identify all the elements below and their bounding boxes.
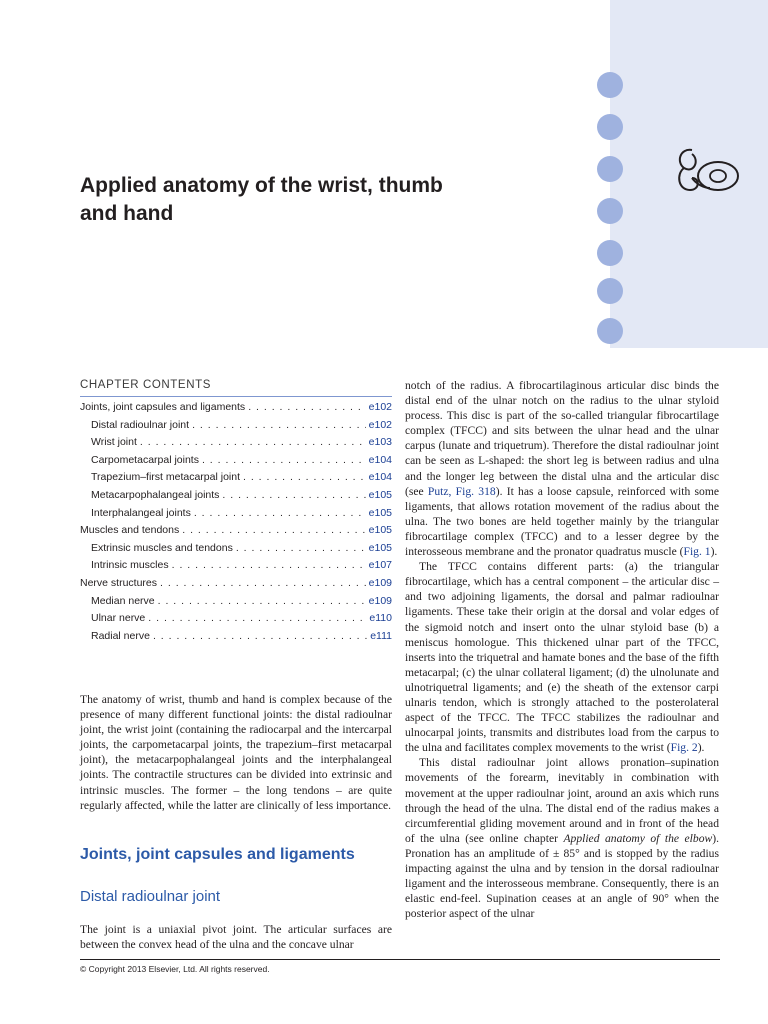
text-run-italic: Applied anatomy of the elbow [563, 831, 713, 845]
text-run: This distal radioulnar joint allows pronation–supination movements of the forearm, inevitably in combination with movement at the upper radioulnar joint, around an axis which runs through the head of the ulna. The distal end of the radius makes a circumferential gliding movement around and in front of the head of the ulna (see online chapter [405, 756, 719, 845]
toc-page-number: e109 [368, 594, 392, 607]
intro-paragraph: The anatomy of wrist, thumb and hand is complex because of the presence of many different functional joints: the distal radioulnar joint, the wrist joint (containing the radiocarpal and the intercarpal joints, the carpometacarpal joints, the trapezium–first metacarpal joint), the metacarpophalangeal joints and the interphalangeal joints. The contractile structures can be divided into extrinsic and intrinsic muscles. The former – the long tendons – are quite regularly affected, while the latter are clinically of less importance. [80, 693, 392, 812]
body-paragraph [405, 378, 719, 559]
toc-subsection-entry[interactable] [80, 505, 392, 523]
toc-dot-leader [192, 417, 366, 435]
body-paragraph [405, 755, 719, 921]
section-heading: Joints, joint capsules and ligaments [80, 846, 355, 863]
toc-section-entry[interactable] [80, 575, 392, 593]
toc-dot-leader [140, 434, 366, 452]
text-run: ). [710, 545, 718, 559]
chapter-title-line1: Applied anatomy of the wrist, thumb [80, 174, 443, 197]
toc-entry-label: Carpometacarpal joints [91, 453, 199, 466]
contents-heading: CHAPTER CONTENTS [80, 378, 392, 397]
toc-page-number: e103 [368, 436, 392, 449]
decor-dot [597, 198, 623, 224]
toc-dot-leader [236, 540, 366, 558]
toc-page-number: e105 [368, 524, 392, 537]
chapter-contents [80, 378, 392, 645]
toc-subsection-entry[interactable] [80, 628, 392, 646]
toc-entry-label: Ulnar nerve [91, 612, 146, 625]
toc-subsection-entry[interactable] [80, 434, 392, 452]
text-run: notch of the radius. A fibrocartilaginous articular disc binds the distal end of the ulnar notch on the radius to the ulnar styloid process. This disc is part of the so-called triangular fibrocartilage complex (TFCC) and sits between the ulnar head and the ulnar carpus (lunate and triquetrum). Therefore the distal radioulnar joint can be seen as L-shaped: the short leg is between radius and ulna and the longer leg between the distal ulna and the articular disc (see [405, 379, 719, 498]
decor-dot [597, 240, 623, 266]
toc-entry-label: Joints, joint capsules and ligaments [80, 401, 246, 413]
decor-dot [597, 72, 623, 98]
toc-entry-label: Wrist joint [91, 436, 137, 449]
toc-subsection-entry[interactable] [80, 417, 392, 435]
toc-entry-label: Metacarpophalangeal joints [91, 488, 220, 501]
text-run: ). It has a loose capsule, reinforced with some ligaments, that allows rotation movement of the radius about the ulna. The two bones are held together mainly by the triangular fibrocartilage complex (TFCC) and to a lesser degree by the interosseous membrane and the pronator quadratus muscle ( [405, 484, 720, 559]
toc-dot-leader [182, 522, 365, 540]
toc-dot-leader [160, 575, 366, 593]
text-run: The TFCC contains different parts: (a) the triangular fibrocartilage, which has a central component – the articular disc – and two adjoining ligaments, the dorsal and palmar radioulnar ligaments. These take their origin at the dorsal and volar edges of the sigmoid notch and insert onto the ulnar styloid base (b) a meniscus homologue. This thickened ulnar part of the TFCC, inserts into the triquetral and hamate bones and the base of the fifth metacarpal; (c) the ulnar collateral ligament; (d) the ulnolunate and ulnotriquetral ligaments; and (e) the sheath of the extensor carpi ulnaris tendon, which is strongly attached to the posterolateral aspect of the TFCC. The TFCC stabilizes the radioulnar and ulnocarpal joints, transmits and distributes load from the carpus to the ulna and facilitates complex movements to the wrist ( [405, 560, 719, 755]
toc-dot-leader [194, 505, 366, 523]
toc-subsection-entry[interactable] [80, 557, 392, 575]
toc-page-number: e104 [368, 471, 392, 484]
toc-entry-label: Intrinsic muscles [91, 559, 169, 572]
brain-scroll-icon [670, 138, 756, 208]
toc-dot-leader [222, 487, 365, 505]
toc-dot-leader [172, 557, 366, 575]
toc-page-number: e110 [369, 612, 392, 625]
toc-section-entry[interactable] [80, 522, 392, 540]
toc-subsection-entry[interactable] [80, 540, 392, 558]
copyright-footer: © Copyright 2013 Elsevier, Ltd. All rights reserved. [80, 964, 270, 974]
text-run: ). [697, 741, 705, 755]
figure-reference-link[interactable]: Putz, Fig. 318 [427, 484, 496, 498]
toc-entry-label: Nerve structures [80, 576, 158, 589]
decor-dot [597, 114, 623, 140]
toc-entry-label: Muscles and tendons [80, 524, 180, 537]
decor-dot [597, 278, 623, 304]
toc-entry-label: Extrinsic muscles and tendons [91, 541, 233, 554]
body-left-column [80, 922, 392, 952]
toc-subsection-entry[interactable] [80, 593, 392, 611]
toc-page-number: e102 [368, 418, 392, 431]
toc-page-number: e104 [368, 453, 392, 466]
toc-page-number: e105 [368, 488, 392, 501]
body-paragraph [405, 559, 719, 755]
text-run: ). Pronation has an amplitude of ± 85° and is stopped by the radius impacting against the ulna and by tension in the dorsal radioulnar ligament and the interosseous membrane. Consequently, there is an elastic end-feel. Supination ceases at an angle of 90° when the posterior aspect of the ulnar [405, 831, 719, 921]
toc-dot-leader [158, 593, 366, 611]
decor-dot [597, 156, 623, 182]
body-right-column [405, 378, 719, 921]
toc-subsection-entry[interactable] [80, 610, 392, 628]
toc-dot-leader [153, 628, 367, 646]
figure-reference-link[interactable]: Fig. 1 [683, 545, 711, 559]
figure-reference-link[interactable]: Fig. 2 [670, 741, 698, 755]
toc-subsection-entry[interactable] [80, 452, 392, 470]
toc-page-number: e105 [368, 541, 392, 554]
subsection-heading: Distal radioulnar joint [80, 888, 221, 905]
footer-rule [80, 959, 720, 960]
toc-page-number: e111 [370, 629, 392, 642]
toc-subsection-entry[interactable] [80, 487, 392, 505]
intro-column [80, 692, 392, 813]
toc-page-number: e105 [368, 506, 392, 519]
toc-dot-leader [248, 399, 365, 417]
decor-dot [597, 318, 623, 344]
body-paragraph: The joint is a uniaxial pivot joint. The articular surfaces are between the convex head of the ulna and the concave ulnar [80, 923, 392, 952]
toc-section-entry[interactable] [80, 399, 392, 417]
toc-list [80, 399, 392, 645]
toc-entry-label: Median nerve [91, 594, 155, 607]
toc-page-number: e102 [368, 401, 392, 413]
toc-subsection-entry[interactable] [80, 469, 392, 487]
chapter-title [80, 172, 520, 228]
toc-entry-label: Interphalangeal joints [91, 506, 191, 519]
toc-entry-label: Radial nerve [91, 629, 150, 642]
toc-entry-label: Distal radioulnar joint [91, 418, 190, 431]
toc-page-number: e109 [368, 576, 392, 589]
toc-dot-leader [202, 452, 366, 470]
toc-page-number: e107 [368, 559, 392, 572]
chapter-title-line2: and hand [80, 202, 174, 225]
toc-dot-leader [243, 469, 366, 487]
toc-entry-label: Trapezium–first metacarpal joint [91, 471, 240, 484]
toc-dot-leader [148, 610, 366, 628]
